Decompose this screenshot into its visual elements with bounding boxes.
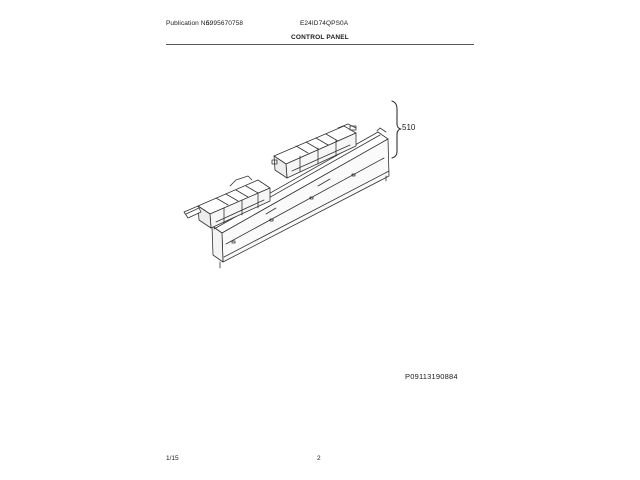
callout-label-510: 510: [402, 123, 416, 132]
figure-id: P09113190884: [405, 372, 458, 381]
page-number: 2: [317, 455, 321, 462]
page-fraction: 1/15: [166, 455, 179, 462]
section-title: CONTROL PANEL: [291, 34, 349, 41]
publication-number: 5995670758: [206, 20, 244, 27]
callout-510-bracket: [392, 101, 401, 158]
model-number: E24ID74QPS0A: [300, 20, 349, 27]
publication-label: Publication No:: [166, 20, 212, 27]
